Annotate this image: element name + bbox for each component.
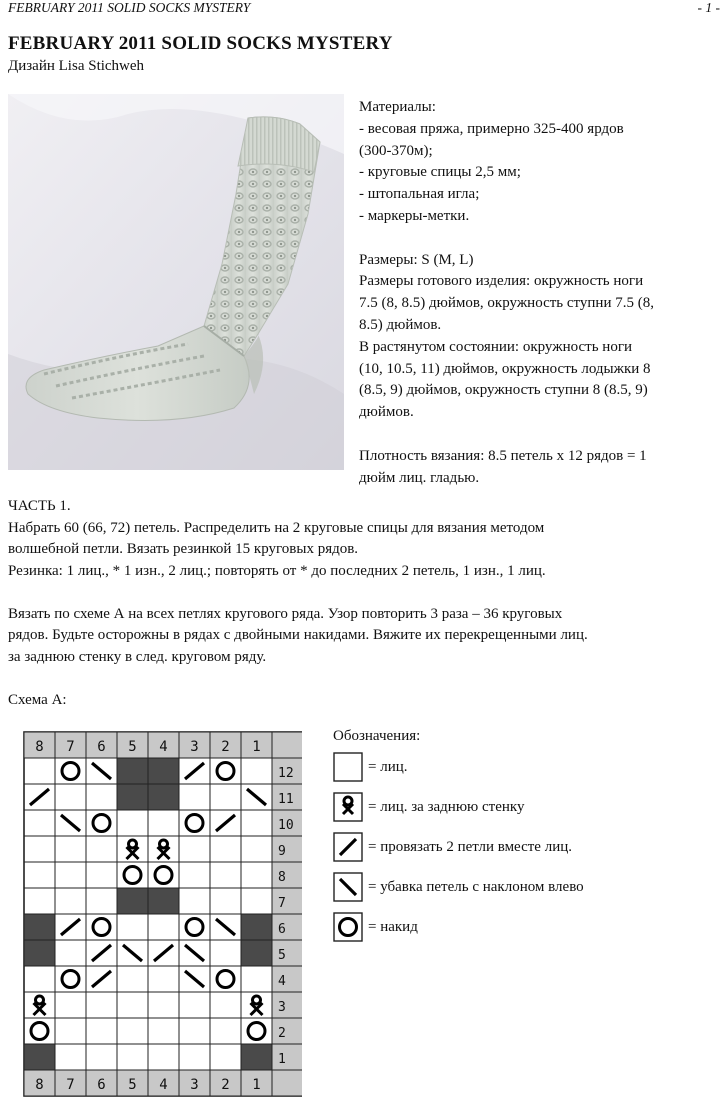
twisted-stitch-icon — [333, 792, 363, 822]
ssk-backslash-icon — [333, 872, 363, 902]
finished-size-line: 8.5) дюймов. — [359, 316, 442, 333]
instruction-line: за заднюю стенку в след. круговом ряду. — [8, 648, 267, 665]
legend-item-twisted — [333, 790, 524, 824]
running-title: FEBRUARY 2011 SOLID SOCKS MYSTERY — [8, 0, 251, 15]
legend-item-yo — [333, 910, 418, 944]
instructions-block — [8, 496, 720, 712]
row-number: 4 — [278, 974, 286, 989]
column-number: 6 — [97, 1077, 106, 1093]
running-header — [8, 0, 720, 18]
column-number: 1 — [252, 739, 261, 755]
no-stitch-cell — [24, 914, 55, 940]
no-stitch-cell — [117, 784, 148, 810]
stretched-size-line: (8.5, 9) дюймов, окружность ступни 8 (8.5, 9) — [359, 382, 648, 399]
materials-block — [359, 97, 719, 489]
row-number: 12 — [278, 766, 294, 781]
legend-label: = убавка петель с наклоном влево — [368, 878, 584, 895]
column-number: 6 — [97, 739, 106, 755]
row-number: 10 — [278, 818, 294, 833]
gauge-line: Плотность вязания: 8.5 петель x 12 рядов = 1 — [359, 447, 647, 464]
materials-item: (300-370м); — [359, 142, 433, 159]
column-number: 4 — [159, 1077, 168, 1093]
row-number: 2 — [278, 1026, 286, 1041]
no-stitch-cell — [148, 758, 179, 784]
sizes-line: Размеры: S (M, L) — [359, 251, 474, 268]
column-number: 1 — [252, 1077, 261, 1093]
row-number: 1 — [278, 1052, 286, 1067]
no-stitch-cell — [148, 784, 179, 810]
legend-label: = провязать 2 петли вместе лиц. — [368, 838, 573, 855]
page-title: FEBRUARY 2011 SOLID SOCKS MYSTERY — [8, 33, 393, 54]
column-number: 7 — [66, 739, 75, 755]
column-number: 3 — [190, 739, 199, 755]
instruction-line: рядов. Будьте осторожны в рядах с двойными накидами. Вяжите их перекрещенными лиц. — [8, 627, 588, 644]
instruction-line: волшебной петли. Вязать резинкой 15 круговых рядов. — [8, 541, 359, 557]
no-stitch-cell — [117, 888, 148, 914]
legend-title: Обозначения: — [333, 728, 421, 744]
row-number: 5 — [278, 948, 286, 963]
row-number: 3 — [278, 1000, 286, 1015]
legend-label: = накид — [368, 918, 418, 935]
column-number: 5 — [128, 1077, 137, 1093]
stretched-size-line: дюймов. — [359, 404, 414, 421]
no-stitch-cell — [241, 940, 272, 966]
row-number: 11 — [278, 792, 294, 807]
no-stitch-cell — [148, 888, 179, 914]
column-number: 5 — [128, 739, 137, 755]
column-number: 2 — [221, 1077, 230, 1093]
instruction-line: Вязать по схеме А на всех петлях кругового ряда. Узор повторить 3 раза – 36 круговых — [8, 605, 563, 622]
materials-item: - круговые спицы 2,5 мм; — [359, 164, 521, 181]
yarn-over-circle-icon — [333, 912, 363, 942]
materials-item: - маркеры-метки. — [359, 207, 470, 224]
stretched-size-line: В растянутом состоянии: окружность ноги — [359, 338, 632, 355]
legend-item-k2tog — [333, 830, 572, 864]
gauge-line: дюйм лиц. гладью. — [359, 469, 480, 486]
no-stitch-cell — [241, 1044, 272, 1070]
instruction-line: Набрать 60 (66, 72) петель. Распределить на 2 круговые спицы для вязания методом — [8, 519, 545, 536]
instruction-line: Резинка: 1 лиц., * 1 изн., 2 лиц.; повторять от * до последних 2 петель, 1 изн., 1 лиц. — [8, 562, 546, 579]
designer-credit: Дизайн Lisa Stichweh — [8, 58, 145, 74]
legend-item-ssk — [333, 870, 584, 904]
no-stitch-cell — [24, 1044, 55, 1070]
page-number: - 1 - — [697, 0, 720, 15]
sock-photo — [8, 94, 344, 470]
row-number: 6 — [278, 922, 286, 937]
materials-item: - штопальная игла; — [359, 186, 480, 203]
column-number: 7 — [66, 1077, 75, 1093]
legend-item-knit — [333, 750, 408, 784]
no-stitch-cell — [117, 758, 148, 784]
row-number: 7 — [278, 896, 286, 911]
no-stitch-cell — [24, 940, 55, 966]
stretched-size-line: (10, 10.5, 11) дюймов, окружность лодыжки 8 — [359, 360, 651, 377]
column-number: 3 — [190, 1077, 199, 1093]
column-number: 8 — [35, 739, 44, 755]
column-number: 4 — [159, 739, 168, 755]
column-number: 8 — [35, 1077, 44, 1093]
no-stitch-cell — [241, 914, 272, 940]
finished-size-line: 7.5 (8, 8.5) дюймов, окружность ступни 7.5 (8, — [359, 295, 654, 312]
k2tog-slash-icon — [333, 832, 363, 862]
legend-label: = лиц. за заднюю стенку — [368, 798, 525, 815]
row-number: 9 — [278, 844, 286, 859]
chart-label: Схема А: — [8, 692, 67, 709]
legend-label: = лиц. — [368, 758, 408, 775]
row-number: 8 — [278, 870, 286, 885]
column-number: 2 — [221, 739, 230, 755]
blank-square-icon — [333, 752, 363, 782]
materials-item: - весовая пряжа, примерно 325-400 ярдов — [359, 120, 624, 137]
knitting-chart-a — [20, 728, 302, 1102]
materials-heading: Материалы: — [359, 99, 436, 115]
part-heading: ЧАСТЬ 1. — [8, 498, 71, 514]
finished-size-line: Размеры готового изделия: окружность ноги — [359, 273, 644, 290]
